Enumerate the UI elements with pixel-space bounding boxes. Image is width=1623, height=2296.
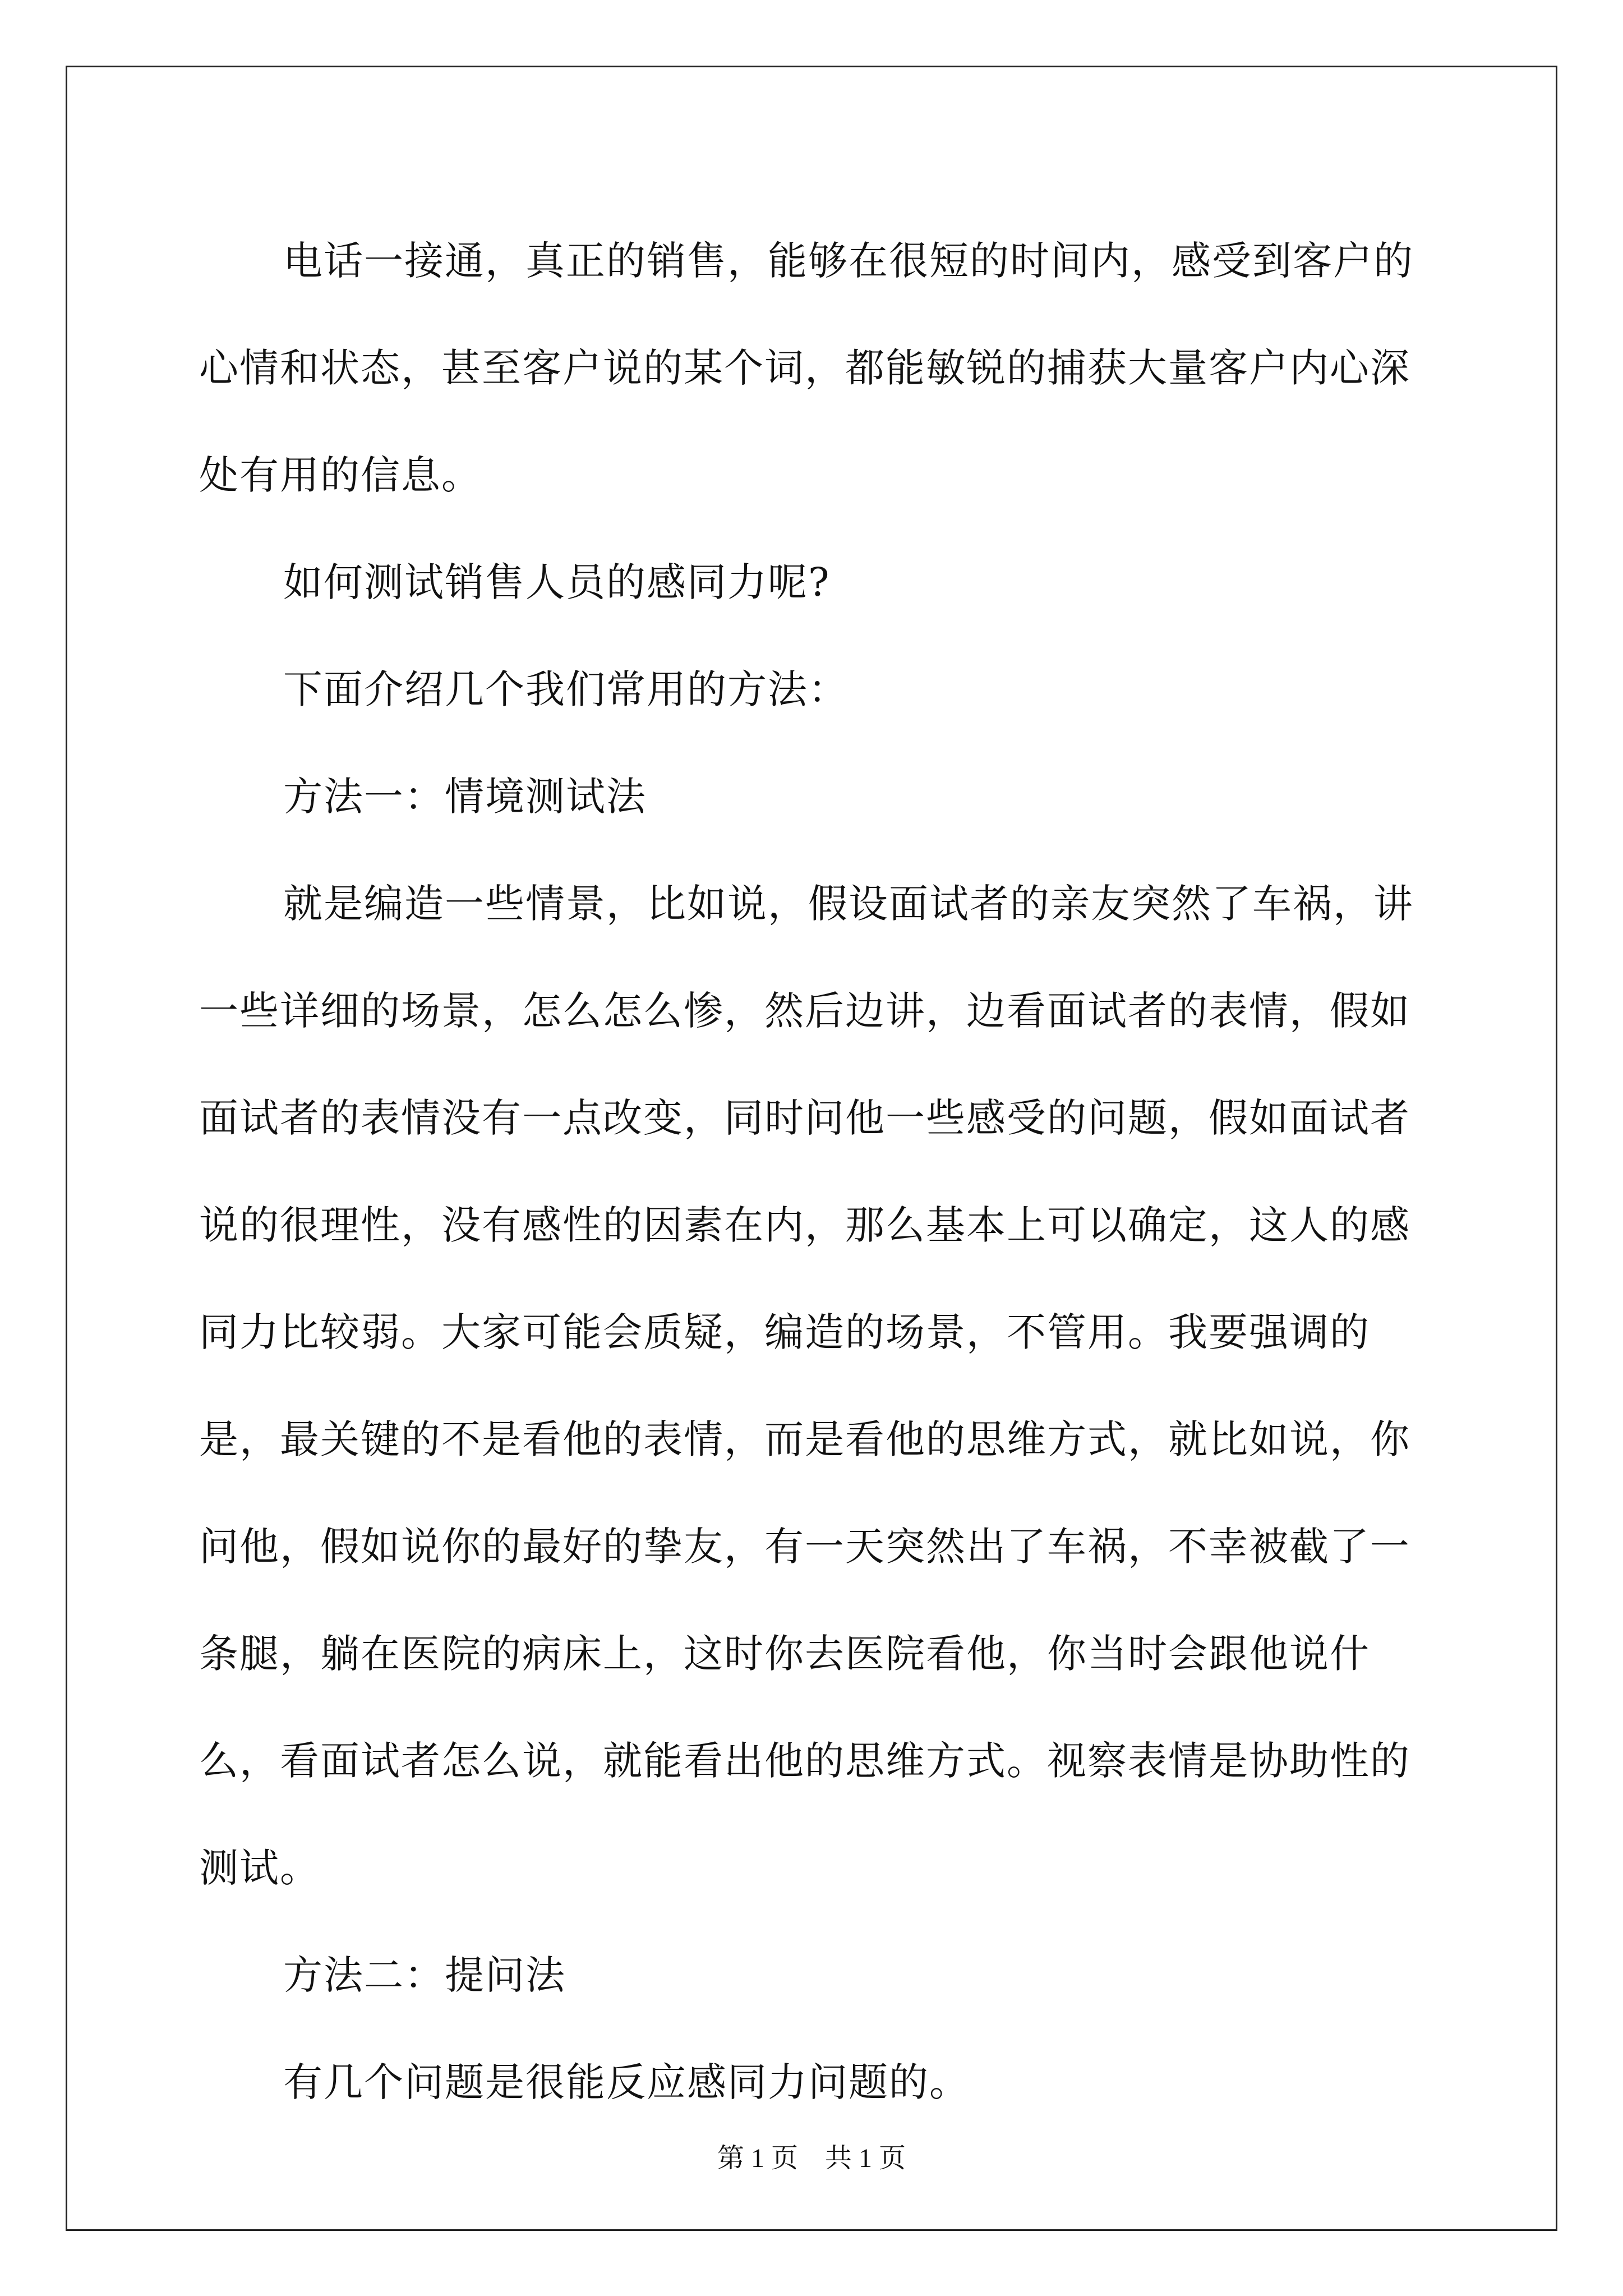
- document-body: [199, 208, 1450, 2136]
- page-number-footer: 第 1 页 共 1 页: [717, 2143, 906, 2173]
- paragraph: 下面介绍几个我们常用的方法：: [283, 666, 849, 712]
- section-heading: 方法一：情境测试法: [283, 774, 647, 820]
- paragraph: 有几个问题是很能反应感同力问题的。: [283, 2059, 970, 2105]
- paragraph: 就是编造一些情景，比如说，假设面试者的亲友突然了车祸，讲一些详细的场景，怎么怎么惨，然后边讲，边看面试者的表情，假如面试者的表情没有一点改变，同时问他一些感受的问题，假如面试者说的很理性，没有感性的因素在内，那么基本上可以确定，这人的感同力比较弱。大家可能会质疑，编造的场景，不管用。我要强调的是，最关键的不是看他的表情，而是看他的思维方式，就比如说，你问他，假如说你的最好的挚友，有一天突然出了车祸，不幸被截了一条腿，躺在医院的病床上，这时你去医院看他，你当时会跟他说什么，看面试者怎么说，就能看出他的思维方式。视察表情是协助性的测试。: [199, 881, 1414, 1891]
- paragraph: 如何测试销售人员的感同力呢?: [283, 559, 831, 605]
- section-heading: 方法二：提问法: [283, 1952, 566, 1998]
- paragraph: 电话一接通，真正的销售，能够在很短的时间内，感受到客户的心情和状态，甚至客户说的某个词，都能敏锐的捕获大量客户内心深处有用的信息。: [199, 238, 1414, 498]
